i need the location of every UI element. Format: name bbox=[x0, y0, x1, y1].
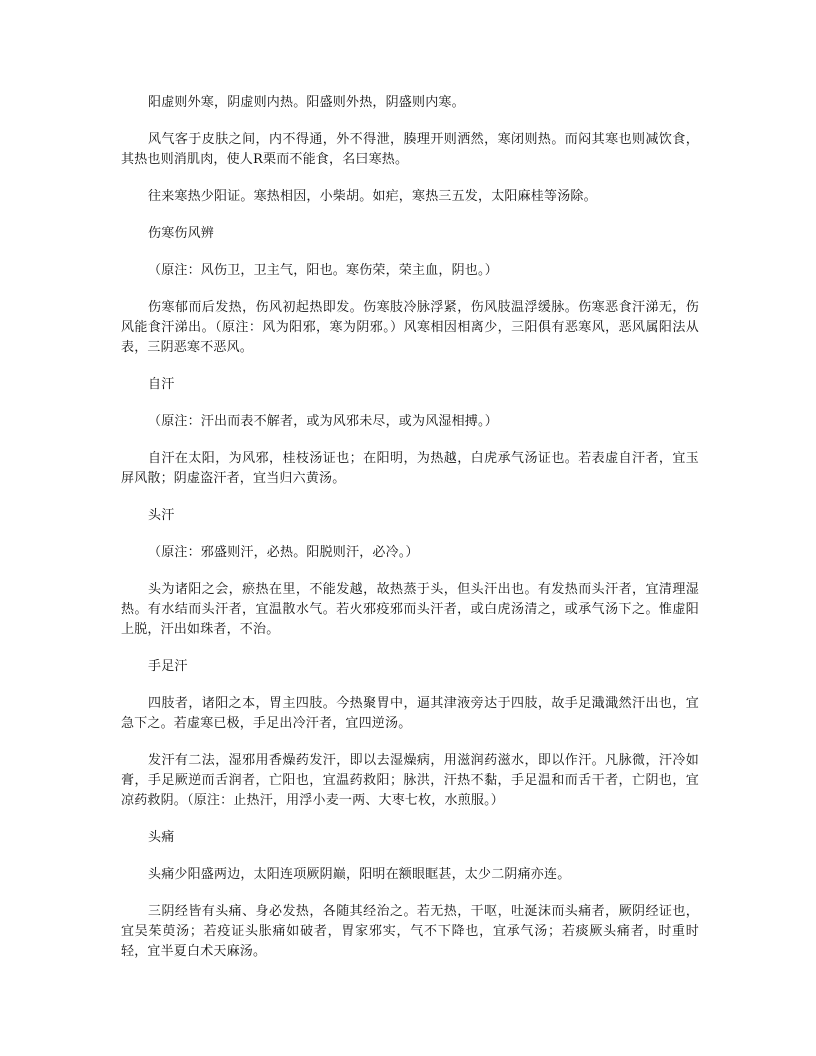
paragraph-alternating-chills-fever: 往来寒热少阳证。寒热相因，小柴胡。如疟，寒热三五发，太阳麻桂等汤除。 bbox=[148, 189, 597, 204]
paragraph-yin-yang-heat-cold: 阳虚则外寒，阴虚则内热。阳盛则外热，阴盛则内寒。 bbox=[148, 95, 465, 110]
section-heading-hand-foot-sweat: 手足汗 bbox=[148, 659, 188, 674]
section-heading-spontaneous-sweat: 自汗 bbox=[148, 377, 175, 392]
paragraph-headache-locations: 头痛少阳盛两边，太阳连项厥阴巅，阳明在额眼眶甚，太少二阴痛亦连。 bbox=[148, 867, 571, 882]
section-heading-headache: 头痛 bbox=[148, 830, 175, 845]
paragraph-hand-foot-sweat: 四肢者，诸阳之本，胃主四肢。今热聚胃中，逼其津液旁达于四肢，故手足濈濈然汗出也，宜急下之。若虚寒已极，手足出冷汗者，宜四逆汤。 bbox=[121, 696, 699, 731]
paragraph-cold-wind-distinction: 伤寒郁而后发热，伤风初起热即发。伤寒肢冷脉浮紧，伤风肢温浮缓脉。伤寒恶食汗涕无，伤风能食汗涕出。（原注：风为阳邪，寒为阴邪。）风寒相因相离少，三阳俱有恶寒风，恶风属阳法从表，三阴恶寒不恶风。 bbox=[121, 300, 699, 355]
paragraph-three-yin-headache: 三阴经皆有头痛、身必发热，各随其经治之。若无热，干呕，吐涎沫而头痛者，厥阴经证也，宜吴茱萸汤；若疫证头胀痛如破者，胃家邪实，气不下降也，宜承气汤；若痰厥头痛者，时重时轻，宜半夏白术天麻汤。 bbox=[121, 904, 699, 959]
paragraph-head-sweat: 头为诸阳之会，瘀热在里，不能发越，故热蒸于头，但头汗出也。有发热而头汗者，宜清理湿热。有水结而头汗者，宜温散水气。若火邪疫邪而头汗者，或白虎汤清之，或承气汤下之。惟虚阳上脱，汗出如珠者，不治。 bbox=[121, 582, 699, 637]
paragraph-sweating-methods: 发汗有二法，湿邪用香燥药发汗，即以去湿燥病，用滋润药滋水，即以作汗。凡脉微，汗冷如膏，手足厥逆而舌润者，亡阳也，宜温药救阳；脉洪，汗热不黏，手足温和而舌干者，亡阴也，宜凉药救阴。（原注：止热汗，用浮小麦一两、大枣七枚，水煎服。） bbox=[121, 753, 699, 808]
section-heading-head-sweat: 头汗 bbox=[148, 508, 175, 523]
page-content bbox=[121, 93, 699, 979]
paragraph-spontaneous-sweat: 自汗在太阳，为风邪，桂枝汤证也；在阳明，为热越，白虎承气汤证也。若表虚自汗者，宜玉屏风散；阴虚盗汗者，宜当归六黄汤。 bbox=[121, 451, 699, 486]
note-head-sweat: （原注：邪盛则汗，必热。阳脱则汗，必冷。） bbox=[148, 545, 419, 560]
note-spontaneous-sweat: （原注：汗出而表不解者，或为风邪未尽，或为风湿相搏。） bbox=[148, 414, 498, 429]
paragraph-wind-qi: 风气客于皮肤之间，内不得通，外不得泄，腠理开则洒然，寒闭则热。而闷其寒也则减饮食，其热也则消肌肉，使人R栗而不能食，名曰寒热。 bbox=[121, 132, 699, 167]
section-heading-cold-wind: 伤寒伤风辨 bbox=[148, 226, 215, 241]
note-cold-wind: （原注：风伤卫，卫主气，阳也。寒伤荣，荣主血，阴也。） bbox=[148, 263, 498, 278]
